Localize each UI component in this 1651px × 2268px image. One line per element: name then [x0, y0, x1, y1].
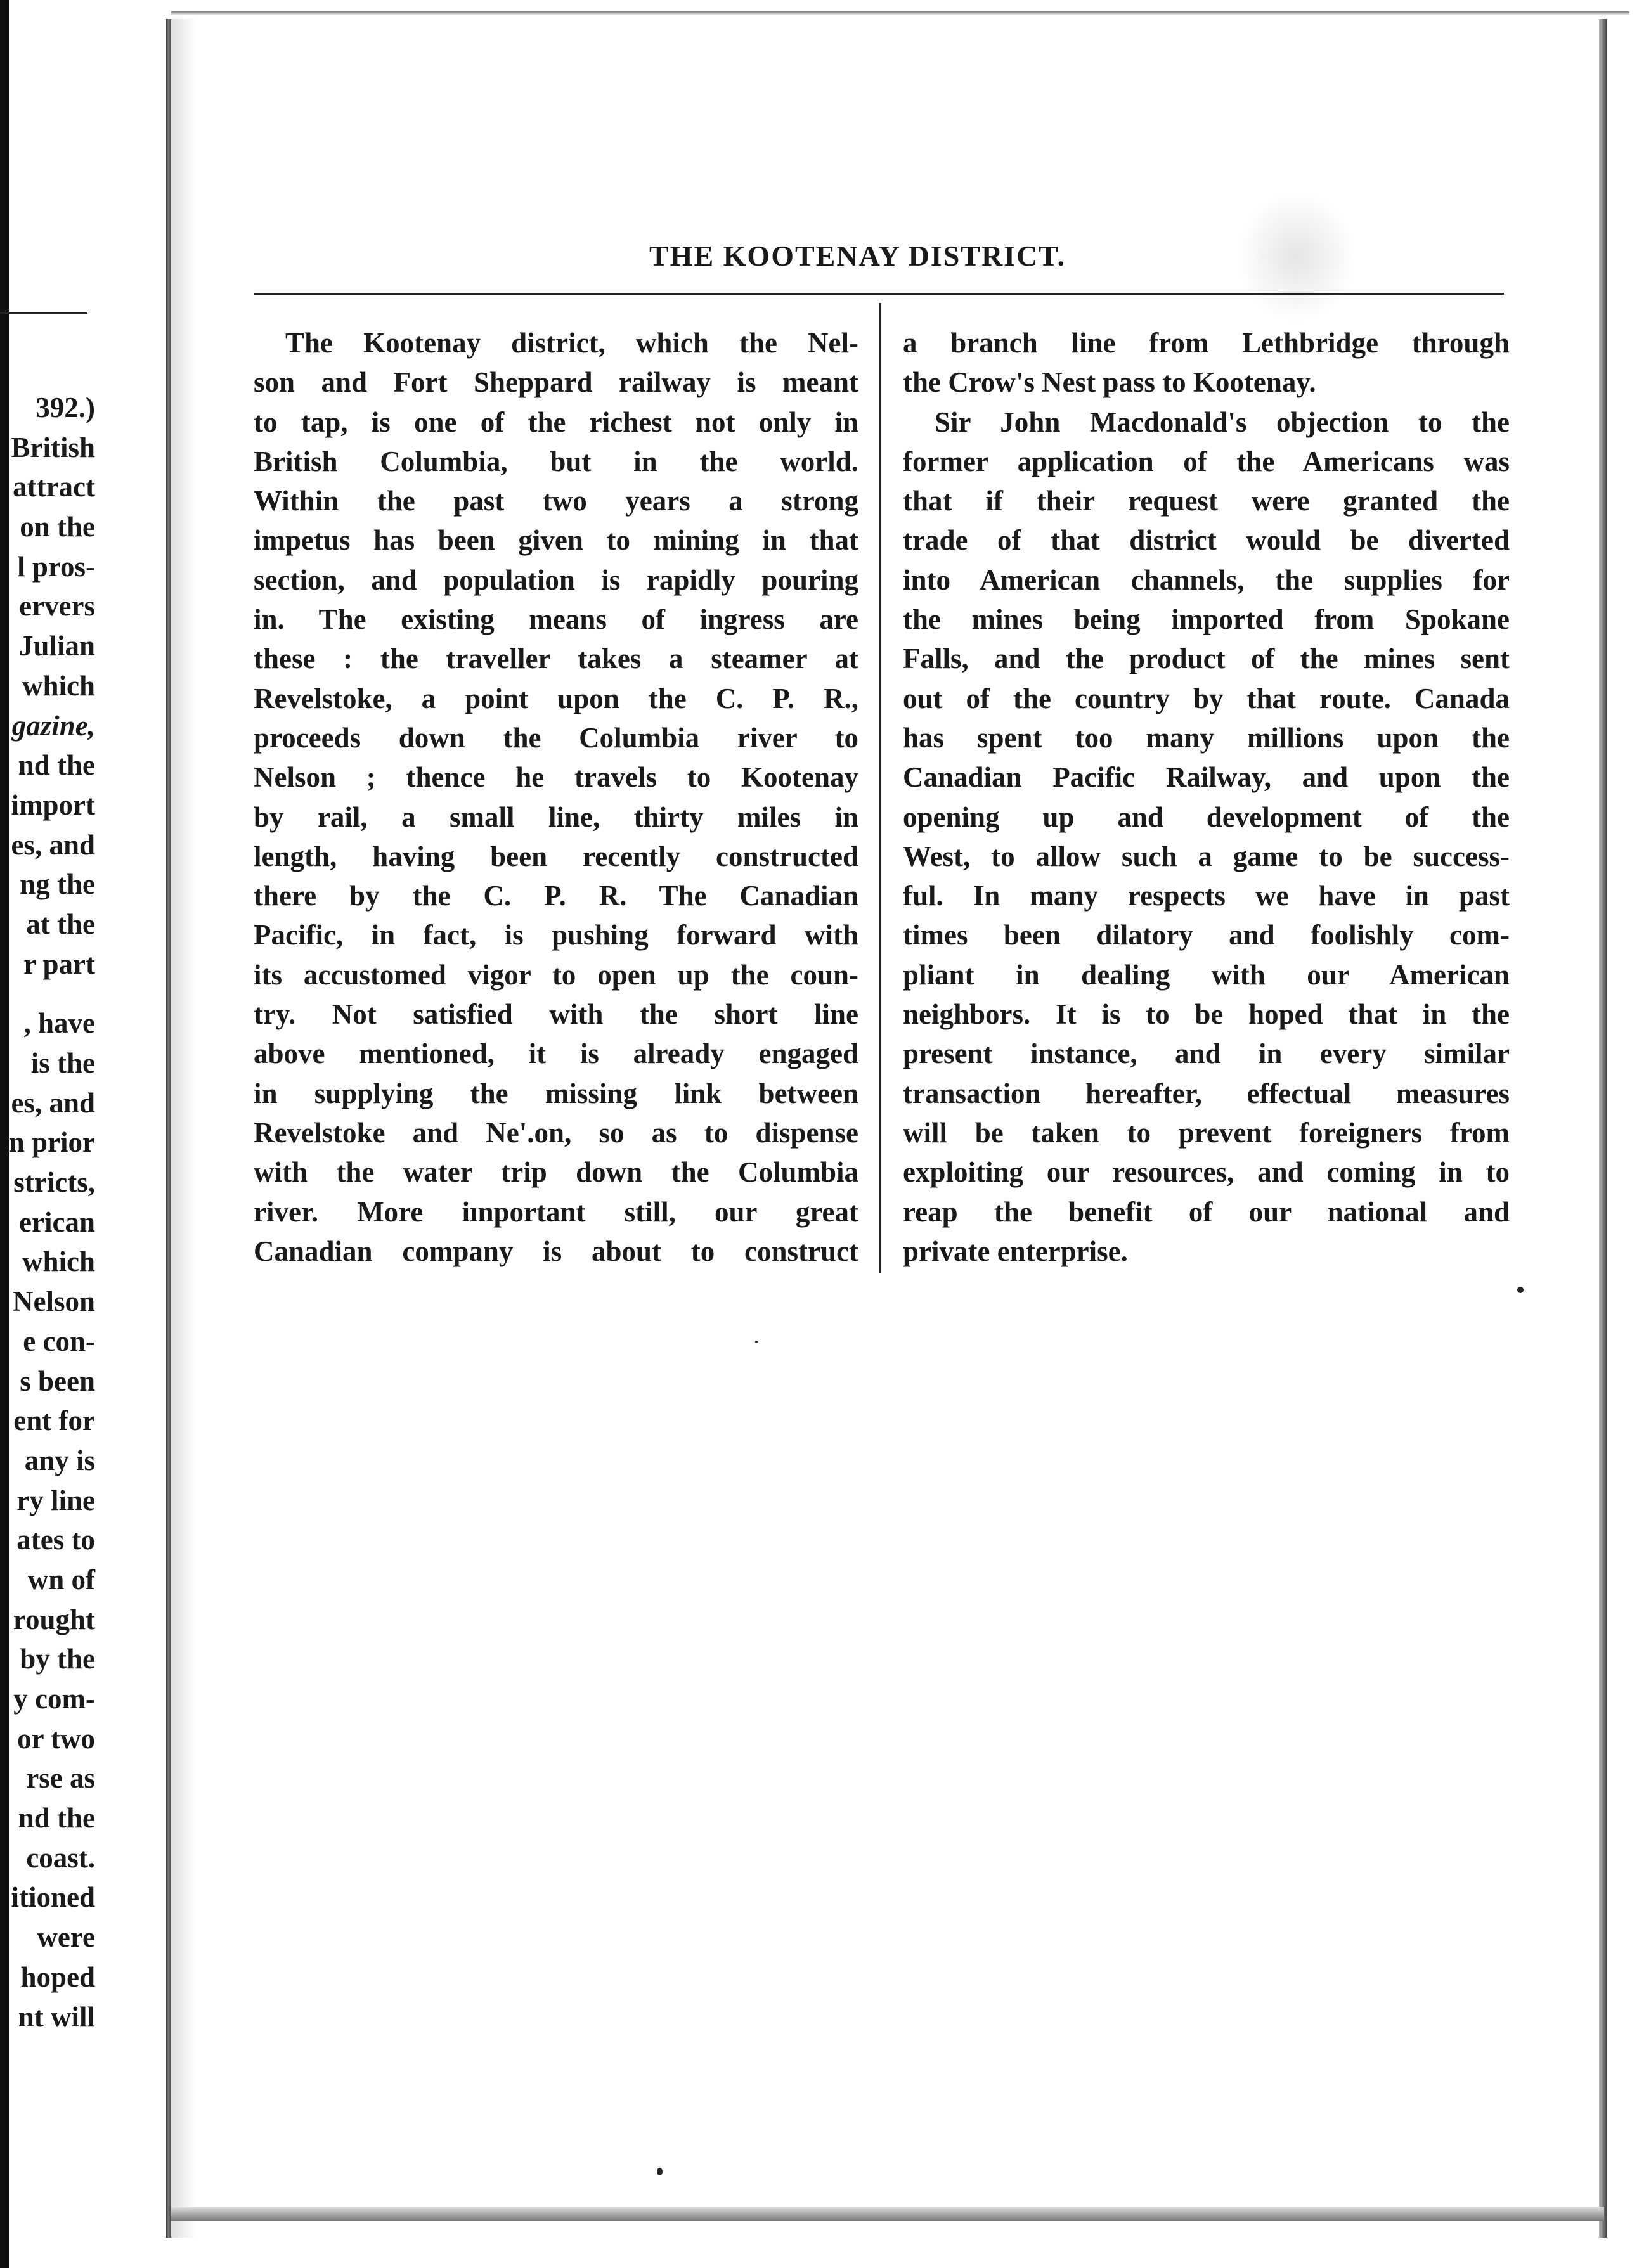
- previous-page-line: is the: [30, 1047, 95, 1079]
- text-line: ful. In many respects we have in past: [903, 880, 1510, 912]
- previous-page-line: by the: [20, 1643, 95, 1675]
- previous-page-line: which: [22, 669, 95, 702]
- text-line: present instance, and in every similar: [903, 1038, 1510, 1070]
- text-line: there by the C. P. R. The Canadian: [254, 880, 858, 912]
- previous-page-line: 392.): [36, 392, 95, 423]
- previous-page-line: import: [11, 789, 95, 821]
- previous-page-line: were: [37, 1921, 95, 1954]
- text-line: that if their request were granted the: [903, 485, 1510, 517]
- text-line: its accustomed vigor to open up the coun-: [254, 958, 858, 991]
- text-line: Nelson ; thence he travels to Kootenay: [254, 761, 858, 794]
- book-binding: [166, 19, 171, 2238]
- text-line: British Columbia, but in the world.: [254, 445, 858, 477]
- previous-page-line: y com-: [13, 1683, 95, 1715]
- text-line: West, to allow such a game to be success-: [903, 840, 1510, 872]
- text-line: Pacific, in fact, is pushing forward with: [254, 919, 858, 951]
- previous-page-line: es, and: [11, 828, 95, 861]
- text-line: river. More iınportant still, our great: [254, 1195, 858, 1228]
- previous-page-line: ng the: [20, 868, 95, 901]
- previous-page-line: at the: [26, 908, 95, 940]
- text-line: into American channels, the supplies for: [903, 564, 1510, 596]
- page-title: THE KOOTENAY DISTRICT.: [649, 239, 1066, 272]
- text-line: has spent too many millions upon the: [903, 721, 1510, 754]
- text-line: the Crow's Nest pass to Kootenay.: [903, 366, 1316, 399]
- text-line: by rail, a small line, thirty miles in: [254, 801, 858, 833]
- previous-page-line: rse as: [26, 1762, 95, 1794]
- text-line: transaction hereafter, effectual measures: [903, 1077, 1510, 1109]
- previous-page-line: nd the: [18, 1802, 95, 1834]
- text-line: proceeds down the Columbia river to: [254, 721, 858, 754]
- text-line: Falls, and the product of the mines sent: [903, 643, 1510, 675]
- text-line: in supplying the missing link between: [254, 1077, 858, 1109]
- text-line: out of the country by that route. Canada: [903, 682, 1510, 714]
- text-line: with the water trip down the Columbia: [254, 1156, 858, 1189]
- previous-page-line: nd the: [18, 749, 95, 782]
- previous-page-line: ent for: [13, 1405, 95, 1437]
- text-line: these : the traveller takes a steamer at: [254, 643, 858, 675]
- scan-speck: [755, 1341, 758, 1343]
- text-line: exploiting our resources, and coming in to: [903, 1156, 1510, 1189]
- text-line: times been dilatory and foolishly com-: [903, 919, 1510, 951]
- previous-page-line: wn of: [27, 1563, 95, 1595]
- text-line: reap the benefit of our national and: [903, 1195, 1510, 1228]
- previous-page-line: r part: [23, 948, 95, 980]
- previous-page-line: Nelson: [12, 1285, 95, 1318]
- text-line: the mines being imported from Spokane: [903, 603, 1510, 636]
- previous-page-line: British: [11, 431, 95, 463]
- page-edge-bottom: [171, 2207, 1604, 2221]
- previous-page-line: hoped: [20, 1961, 95, 1993]
- scan-speck: [1517, 1287, 1524, 1293]
- text-line: in. The existing means of ingress are: [254, 603, 858, 636]
- previous-page-text: [0, 388, 95, 2037]
- text-line: to tap, is one of the richest not only in: [254, 406, 858, 438]
- text-line: Within the past two years a strong: [254, 485, 858, 517]
- previous-page-line: e con-: [23, 1325, 95, 1357]
- previous-page-line: ry line: [16, 1484, 95, 1516]
- text-line: Revelstoke, a point upon the C. P. R.,: [254, 682, 858, 714]
- scan-smudge: [1236, 190, 1357, 323]
- previous-page-line: es, and: [11, 1086, 95, 1119]
- previous-page-line: l pros-: [17, 550, 95, 583]
- text-line: try. Not satisfied with the short line: [254, 998, 858, 1031]
- text-line: a branch line from Lethbridge through: [903, 327, 1510, 359]
- previous-page-line: erican: [19, 1206, 95, 1238]
- binding-shadow: [171, 19, 197, 2238]
- article-column-left: [254, 323, 858, 1271]
- article-column-right: [903, 323, 1510, 1271]
- page-edge-top: [171, 11, 1629, 15]
- text-line: length, having been recently constructed: [254, 840, 858, 872]
- previous-page-line: or two: [17, 1722, 95, 1755]
- previous-page-fragment: [0, 0, 101, 2268]
- previous-page-line: rought: [13, 1603, 95, 1635]
- scan-speck: [657, 2168, 663, 2175]
- text-line: son and Fort Sheppard railway is meant: [254, 366, 858, 399]
- text-line: will be taken to prevent foreigners from: [903, 1116, 1510, 1149]
- previous-page-line: stricts,: [13, 1166, 95, 1199]
- previous-page-line: Julian: [18, 630, 95, 662]
- text-line: Revelstoke and Ne'.on, so as to dispense: [254, 1116, 858, 1149]
- text-line: The Kootenay district, which the Nel-: [285, 327, 858, 359]
- header-rule: [254, 293, 1504, 295]
- text-line: Canadian Pacific Railway, and upon the: [903, 761, 1510, 794]
- text-line: impetus has been given to mining in that: [254, 524, 858, 557]
- previous-page-line: ervers: [19, 590, 95, 622]
- previous-page-line: any is: [24, 1444, 95, 1476]
- page-edge-right: [1599, 19, 1607, 2238]
- previous-page-rule: [0, 312, 87, 314]
- text-line: section, and population is rapidly pouring: [254, 564, 858, 596]
- text-line: Canadian company is about to construct: [254, 1235, 858, 1267]
- previous-page-line: attract: [13, 471, 95, 503]
- previous-page-line: coast.: [26, 1841, 95, 1874]
- previous-page-line: ates to: [16, 1524, 95, 1556]
- text-line: private enterprise.: [903, 1235, 1128, 1267]
- text-line: former application of the Americans was: [903, 445, 1510, 477]
- text-line: opening up and development of the: [903, 801, 1510, 833]
- previous-page-line: n prior: [8, 1126, 95, 1159]
- text-line: pliant in dealing with our American: [903, 958, 1510, 991]
- previous-page-line: gazine,: [11, 709, 95, 742]
- text-line: Sir John Macdonald's objection to the: [935, 406, 1510, 438]
- previous-page-line: , have: [23, 1007, 95, 1040]
- previous-page-line: on the: [20, 511, 95, 543]
- previous-page-line: [0, 984, 95, 1003]
- text-line: trade of that district would be diverted: [903, 524, 1510, 557]
- text-line: above mentioned, it is already engaged: [254, 1038, 858, 1070]
- previous-page-line: which: [22, 1246, 95, 1278]
- text-line: neighbors. It is to be hoped that in the: [903, 998, 1510, 1031]
- previous-page-line: s been: [20, 1365, 95, 1397]
- previous-page-line: nt will: [18, 2001, 95, 2033]
- column-divider: [879, 303, 881, 1273]
- previous-page-line: itioned: [11, 1881, 95, 1914]
